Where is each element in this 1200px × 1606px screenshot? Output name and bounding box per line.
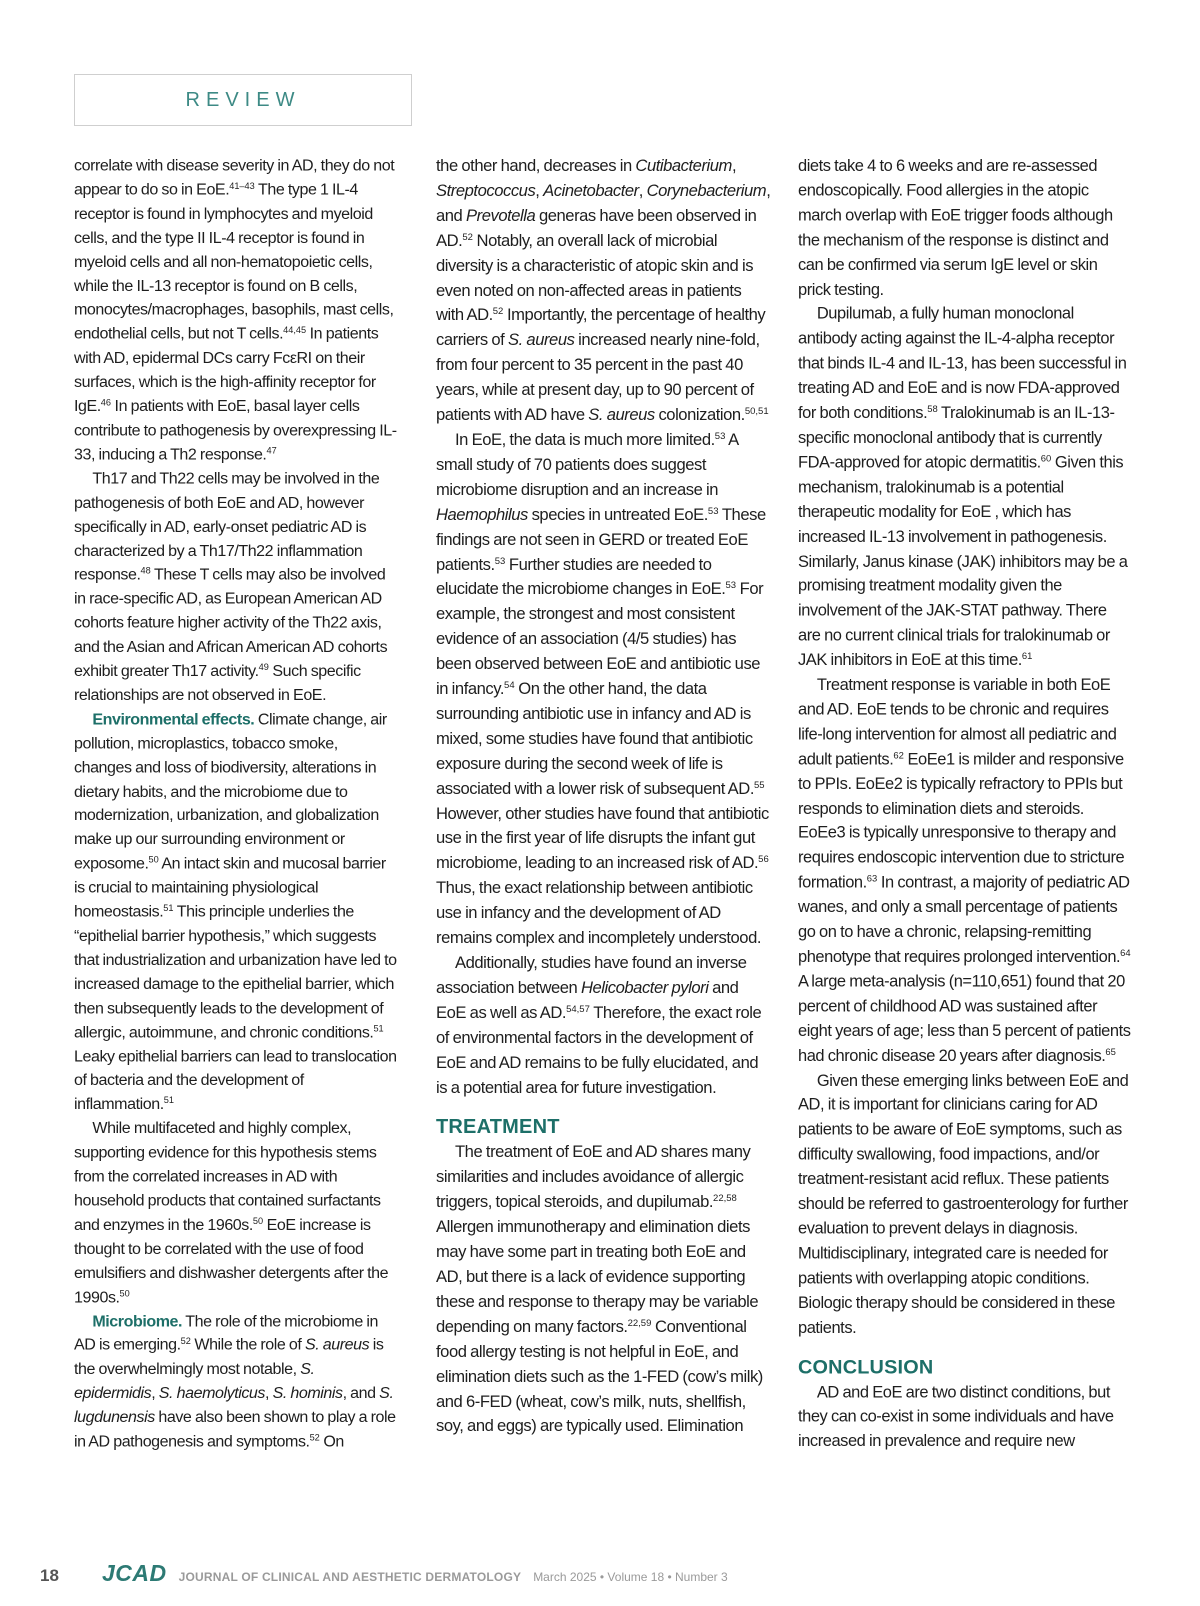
paragraph: the other hand, decreases in Cutibacterium, Streptococcus, Acinetobacter, Corynebacterium, and Prevotella generas have been observed in AD.$^{52}$ Notably, an overall lack of microbial diversity is a characteristic of atopic skin and is even noted on non-affected areas in patients with AD.$^{52}$ Importantly, the percentage of healthy carriers of S. aureus increased nearly nine-fold, from four percent to 35 percent in the past 40 years, while at present day, up to 90 percent of patients with AD have S. aureus colonization.$^{50,51}$	[436, 156, 771, 425]
paragraph: While multifaceted and highly complex, supporting evidence for this hypothesis stems from the correlated increases in AD with household products that contained surfactants and enzymes in the 1960s.$^{50}$ EoE increase is thought to be correlated with the use of food emulsifiers and dishwasher detergents after the 1990s.$^{50}$	[74, 1118, 389, 1306]
page-footer	[40, 1560, 728, 1584]
paragraph: correlate with disease severity in AD, they do not appear to do so in EoE.$^{41-43}$ The type 1 IL-4 receptor is found in lymphocytes and myeloid cells, and the type II IL-4 receptor is found in myeloid cells and all non-hematopoietic cells, while the IL-13 receptor is found on B cells, monocytes/macrophages, basophils, mast cells, endothelial cells, but not T cells.$^{44,45}$ In patients with AD, epidermal DCs carry FcεRI on their surfaces, which is the high-affinity receptor for IgE.$^{46}$ In patients with EoE, basal layer cells contribute to pathogenesis by overexpressing IL-33, inducing a Th2 response.$^{47}$	[74, 155, 397, 464]
paragraph: Given these emerging links between EoE and AD, it is important for clinicians caring for AD patients to be aware of EoE symptoms, such as difficulty swallowing, food impactions, and/or treatment-resistant acid reflux. These patients should be referred to gastroenterology for further evaluation to prevent delays in diagnosis. Multidisciplinary, integrated care is needed for patients with overlapping atopic conditions. Biologic therapy should be considered in these patients.	[798, 1070, 1129, 1337]
text-column-1	[74, 154, 399, 1454]
text-column-2	[436, 154, 772, 1439]
paragraph: Th17 and Th22 cells may be involved in the pathogenesis of both EoE and AD, however specifically in AD, early-onset pediatric AD is characterized by a Th17/Th22 inflammation response.$^{48}$ These T cells may also be involved in race-specific AD, as European American AD cohorts feature higher activity of the Th22 axis, and the Asian and African American AD cohorts exhibit greater Th17 activity.$^{49}$ Such specific relationships are not observed in EoE.	[74, 468, 388, 704]
paragraph: AD and EoE are two distinct conditions, but they can co-exist in some individuals and have increased in prevalence and require new	[798, 1382, 1114, 1451]
page-number: 18	[40, 1566, 59, 1585]
paragraph: Treatment response is variable in both EoE and AD. EoE tends to be chronic and requires life-long intervention for almost all pediatric and adult patients.$^{62}$ EoEe1 is milder and responsive to PPIs. EoEe2 is typically refractory to PPIs but responds to elimination diets and steroids. EoEe3 is typically unresponsive to therapy and requires endoscopic intervention due to stricture formation.$^{63}$ In contrast, a majority of pediatric AD wanes, and only a small percentage of patients go on to have a chronic, relapsing-remitting phenotype that requires prolonged intervention.$^{64}$ A large meta-analysis (n=110,651) found that 20 percent of childhood AD was sustained after eight years of age; less than 5 percent of patients had chronic disease 20 years after diagnosis.$^{65}$	[798, 675, 1131, 1065]
subheading-environmental: Environmental effects.	[92, 709, 255, 728]
issue-info: March 2025 • Volume 18 • Number 3	[533, 1570, 728, 1584]
subheading-microbiome: Microbiome.	[92, 1311, 183, 1330]
text-column-3	[798, 154, 1131, 1454]
paragraph: The treatment of EoE and AD shares many similarities and includes avoidance of allergic triggers, topical steroids, and dupilumab.$^{22,58}$ Allergen immunotherapy and elimination diets may have some part in treating both EoE and AD, but there is a lack of evidence supporting these and response to therapy may be variable depending on many factors.$^{22,59}$ Conventional food allergy testing is not helpful in EoE, and elimination diets such as the 1-FED (cow’s milk) and 6-FED (wheat, cow’s milk, nuts, shellfish, soy, and eggs) are typically used. Elimination	[436, 1142, 763, 1436]
paragraph: Microbiome. The role of the microbiome in AD is emerging.$^{52}$ While the role of S. aureus is the overwhelmingly most notable, S. epidermidis, S. haemolyticus, S. hominis, and S. lugdunensis have also been shown to play a role in AD pathogenesis and symptoms.$^{52}$ On	[74, 1311, 396, 1451]
heading-conclusion: CONCLUSION	[798, 1356, 934, 1379]
paragraph: In EoE, the data is much more limited.$^{53}$ A small study of 70 patients does suggest microbiome disruption and an increase in Haemophilus species in untreated EoE.$^{53}$ These findings are not seen in GERD or treated EoE patients.$^{53}$ Further studies are needed to elucidate the microbiome changes in EoE.$^{53}$ For example, the strongest and most consistent evidence of an association (4/5 studies) has been observed between EoE and antibiotic use in infancy.$^{54}$ On the other hand, the data surrounding antibiotic use in infancy and AD is mixed, some studies have found that antibiotic exposure during the second week of life is associated with a lower risk of subsequent AD.$^{55}$ However, other studies have found that antibiotic use in the first year of life disrupts the infant gut microbiome, leading to an increased risk of AD.$^{56}$ Thus, the exact relationship between antibiotic use in infancy and the development of AD remains complex and incompletely understood.	[436, 429, 769, 948]
heading-treatment: TREATMENT	[436, 1116, 560, 1139]
paragraph: Environmental effects. Climate change, air pollution, microplastics, tobacco smoke, changes and loss of biodiversity, alterations in dietary habits, and the microbiome due to modernization, urbanization, and globalization make up our surrounding environment or exposome.$^{50}$ An intact skin and mucosal barrier is crucial to maintaining physiological homeostasis.$^{51}$ This principle underlies the “epithelial barrier hypothesis,” which suggests that industrialization and urbanization have led to increased damage to the epithelial barrier, which then subsequently leads to the development of allergic, autoimmune, and chronic conditions.$^{51}$ Leaky epithelial barriers can lead to translocation of bacteria and the development of inflammation.$^{51}$	[74, 709, 397, 1114]
paragraph: diets take 4 to 6 weeks and are re-assessed endoscopically. Food allergies in the atopic march overlap with EoE trigger foods although the mechanism of the response is distinct and can be confirmed via serum IgE level or skin prick testing.	[798, 155, 1113, 299]
section-label: REVIEW	[185, 88, 301, 111]
section-tag	[74, 74, 412, 126]
paragraph: Dupilumab, a fully human monoclonal antibody acting against the IL-4-alpha receptor that binds IL-4 and IL-13, has been successful in treating AD and EoE and is now FDA-approved for both conditions.$^{58}$ Tralokinumab is an IL-13-specific monoclonal antibody that is currently FDA-approved for atopic dermatitis.$^{60}$ Given this mechanism, tralokinumab is a potential therapeutic modality for EoE , which has increased IL-13 involvement in pathogenesis. Similarly, Janus kinase (JAK) inhibitors may be a promising treatment modality given the involvement of the JAK-STAT pathway. There are no current clinical trials for tralokinumab or JAK inhibitors in EoE at this time.$^{61}$	[798, 304, 1128, 670]
journal-logo: JCAD	[102, 1560, 167, 1586]
journal-name: JOURNAL OF CLINICAL AND AESTHETIC DERMATOLOGY	[178, 1570, 522, 1584]
paragraph: Additionally, studies have found an inverse association between Helicobacter pylori and EoE as well as AD.$^{54,57}$ Therefore, the exact role of environmental factors in the development of EoE and AD remains to be fully elucidated, and is a potential area for future investigation.	[436, 953, 762, 1097]
